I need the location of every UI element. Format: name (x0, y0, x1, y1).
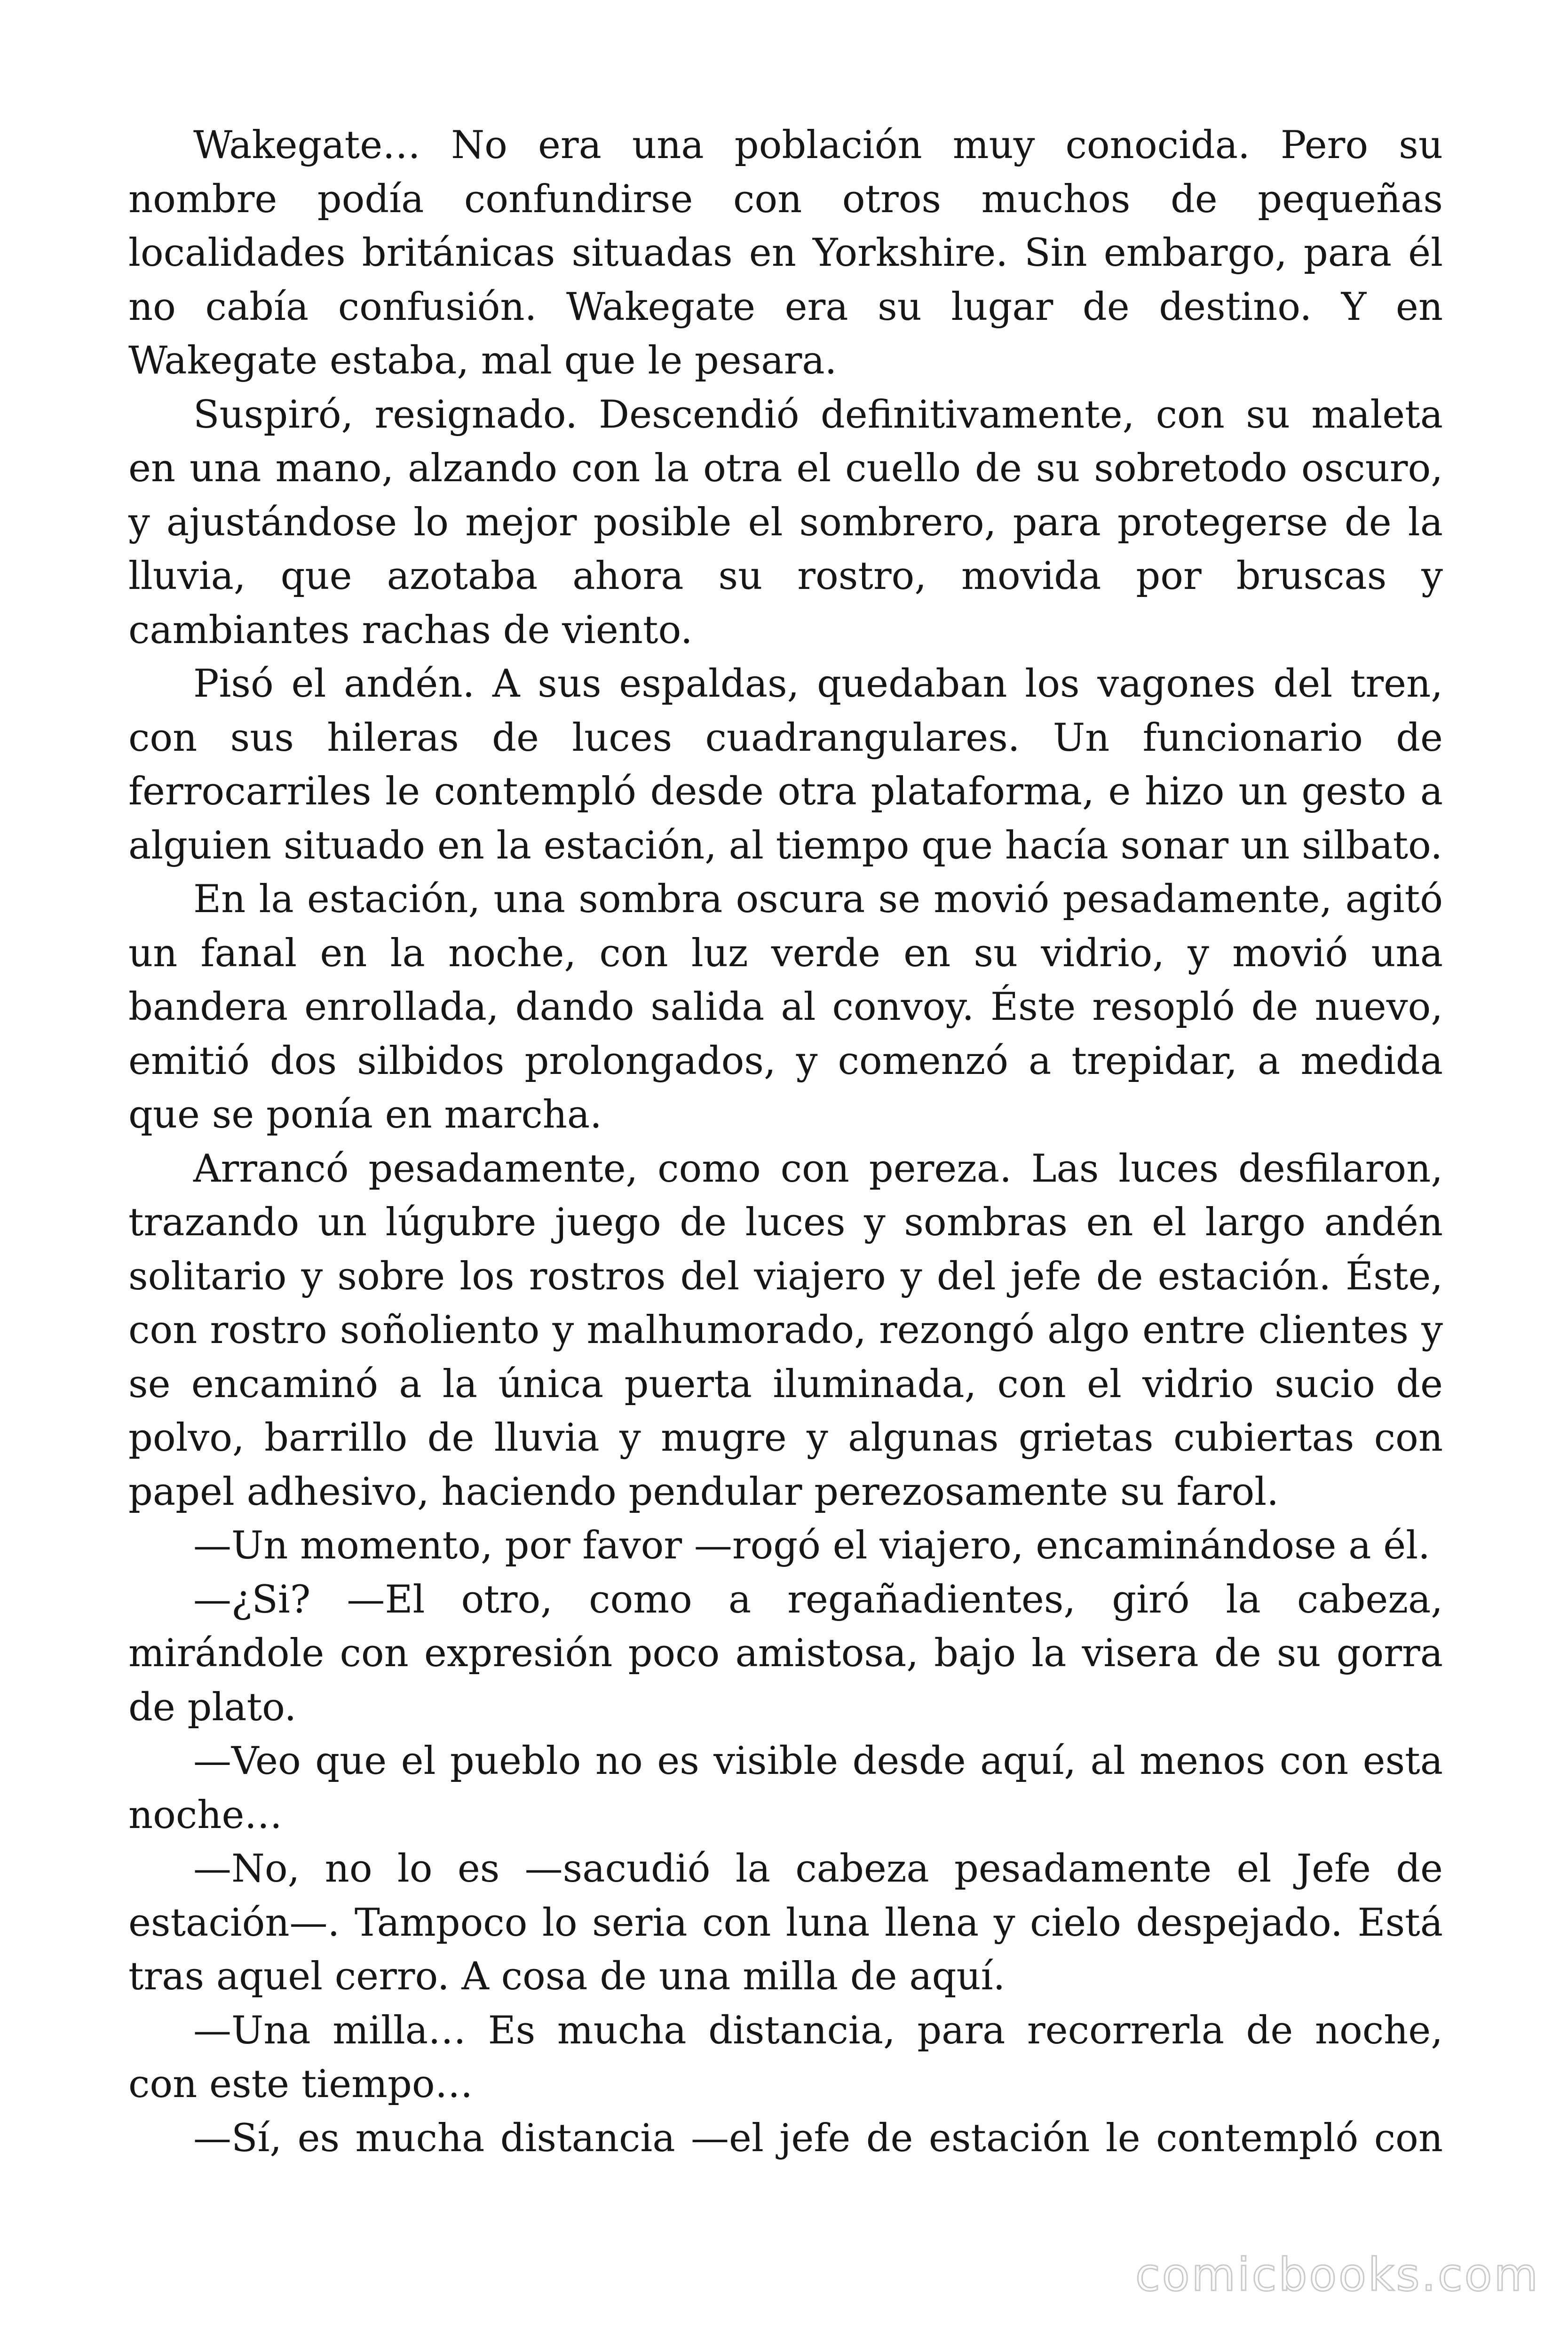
watermark: comicbooks.com (1135, 2249, 1540, 2301)
dialogue-line: —Sí, es mucha distancia —el jefe de estación le contempló con (193, 2116, 1443, 2161)
paragraph: Suspiró, resignado. Descendió definitivamente, con su maleta en una mano, alzando con la otra el cuello de su sobretodo oscuro, y ajustándose lo mejor posible el sombrero, para protegerse de la lluvia, que azotaba ahora su rostro, movida por bruscas y cambiantes rachas de viento. (128, 392, 1443, 652)
paragraph: Pisó el andén. A sus espaldas, quedaban los vagones del tren, con sus hileras de luces cuadrangulares. Un funcionario de ferrocarriles le contempló desde otra plataforma, e hizo un gesto a alguien situado en la estación, al tiempo que hacía sonar un silbato. (128, 662, 1443, 868)
dialogue-line: —No, no lo es —sacudió la cabeza pesadamente el Jefe de estación—. Tampoco lo seria con luna llena y cielo despejado. Está tras aquel cerro. A cosa de una milla de aquí. (128, 1847, 1443, 1999)
dialogue-line: —Un momento, por favor —rogó el viajero, encaminándose a él. (193, 1524, 1430, 1568)
dialogue-line: —Una milla… Es mucha distancia, para recorrerla de noche, con este tiempo… (128, 2008, 1443, 2106)
paragraph: En la estación, una sombra oscura se movió pesadamente, agitó un fanal en la noche, con luz verde en su vidrio, y movió una bandera enrollada, dando salida al convoy. Éste resopló de nuevo, emitió dos silbidos prolongados, y comenzó a trepidar, a medida que se ponía en marcha. (128, 877, 1443, 1137)
paragraph: Arrancó pesadamente, como con pereza. Las luces desfilaron, trazando un lúgubre juego de luces y sombras en el largo andén solitario y sobre los rostros del viajero y del jefe de estación. Éste, con rostro soñoliento y malhumorado, rezongó algo entre clientes y se encaminó a la única puerta iluminada, con el vidrio sucio de polvo, barrillo de lluvia y mugre y algunas grietas cubiertas con papel adhesivo, haciendo pendular perezosamente su farol. (128, 1146, 1443, 1514)
paragraph: Wakegate… No era una población muy conocida. Pero su nombre podía confundirse con otros muchos de pequeñas localidades británicas situadas en Yorkshire. Sin embargo, para él no cabía confusión. Wakegate era su lugar de destino. Y en Wakegate estaba, mal que le pesara. (128, 123, 1443, 383)
dialogue-line: —Veo que el pueblo no es visible desde aquí, al menos con esta noche… (128, 1739, 1443, 1837)
dialogue-line: —¿Si? —El otro, como a regañadientes, giró la cabeza, mirándole con expresión poco amistosa, bajo la visera de su gorra de plato. (128, 1577, 1443, 1730)
body-text (128, 119, 1443, 2165)
